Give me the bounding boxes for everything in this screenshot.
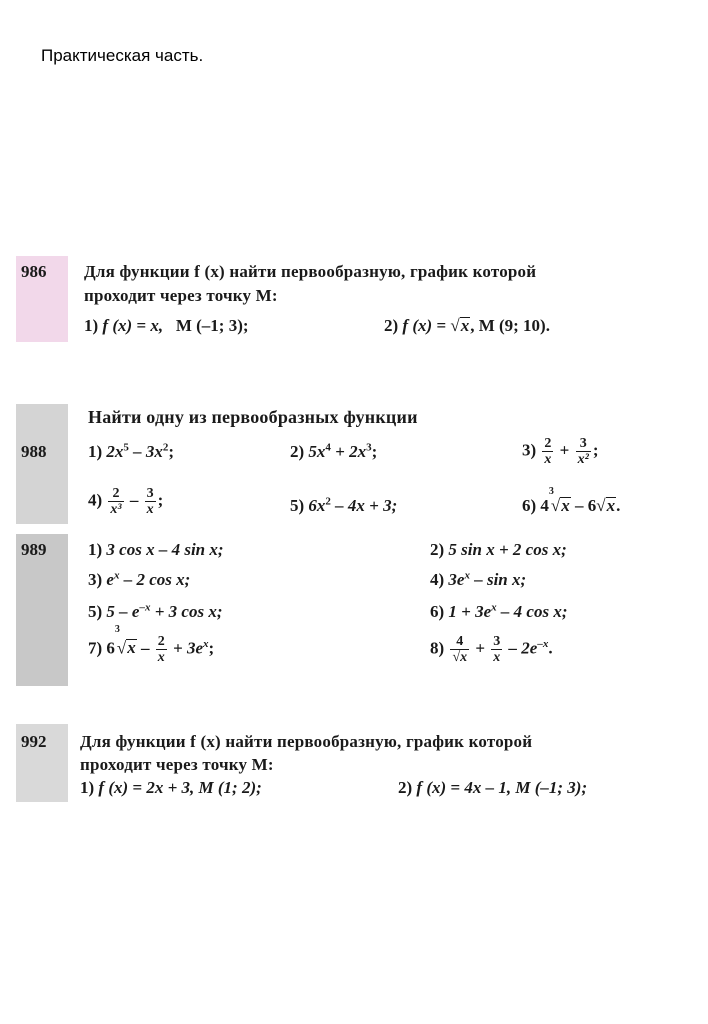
problem-989-item-2: 2) 5 sin x + 2 cos x;: [430, 540, 567, 559]
problem-989-item-4: 4) $3e^x$ – sin x;: [430, 569, 527, 589]
problem-992-line2: проходит через точку M:: [80, 755, 274, 774]
problem-988-item-6: 6) $4^3√x - 6√x$.: [522, 486, 621, 515]
problem-992-item-1: 1) f (x) = 2x + 3, M (1; 2);: [80, 778, 262, 797]
problem-989-item-3: 3) $e^x - 2$ cos x;: [88, 569, 191, 589]
problem-992-line1: Для функции f (x) найти первообразную, график которой: [80, 732, 533, 751]
problem-988-tab: [16, 404, 68, 524]
problem-986-number: 986: [21, 262, 47, 281]
problem-988-title: Найти одну из первообразных функции: [88, 407, 418, 427]
problem-986-item-2: 2) f (x) = √x, M (9; 10).: [384, 316, 550, 335]
problem-989-item-8: 8) $\frac{4}{√x}$ + $\frac{3}{x}$ – $2e^{-x}$.: [430, 634, 553, 665]
problem-988-item-1: 1) $2x^5 - 3x^2$;: [88, 441, 175, 461]
problem-988-item-2: 2) $5x^4 + 2x^3$;: [290, 441, 378, 461]
page-heading: Практическая часть.: [41, 46, 204, 65]
problem-988-number: 988: [21, 442, 47, 461]
problem-988-item-4: 4) $\frac{2}{\text{x³}}$ – $\frac{3}{x}$ ;: [88, 486, 164, 517]
problem-989-number: 989: [21, 540, 47, 559]
problem-986-line1: Для функции f (x) найти первообразную, график которой: [84, 262, 537, 281]
problem-986-line2: проходит через точку M:: [84, 286, 278, 305]
problem-989-item-6: 6) $1 + 3e^x - 4$ cos x;: [430, 601, 568, 621]
problem-992-item-2: 2) f (x) = 4x – 1, M (–1; 3);: [398, 778, 588, 797]
problem-989-item-5: 5) $5 - e^{-x} + 3$ cos x;: [88, 601, 223, 621]
problem-988-item-5: 5) $6x^2 - 4x + 3$;: [290, 495, 398, 515]
problem-989-item-7: 7) $6^3√x$ – $\frac{2}{x}$ + $3e^x$;: [88, 624, 215, 665]
problem-992-number: 992: [21, 732, 47, 751]
problem-989-item-1: 1) 3 cos x – 4 sin x;: [88, 540, 224, 559]
problem-988-item-3: 3) $\frac{2}{x}$ + $\frac{3}{\text{x²}}$ ;: [522, 436, 599, 467]
problem-986-item-1: 1) f (x) = x, M (–1; 3);: [84, 316, 249, 335]
